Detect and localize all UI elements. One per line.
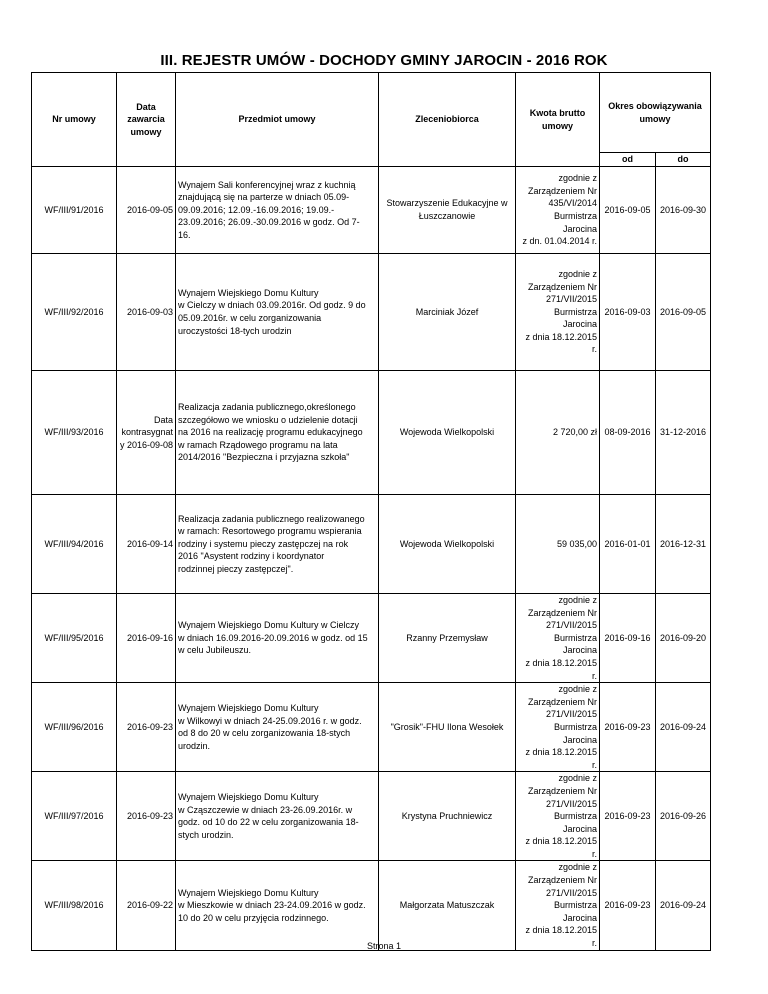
cell-kwota: zgodnie z Zarządzeniem Nr 271/VII/2015 Burmistrza Jarocina z dnia 18.12.2015 r. bbox=[516, 683, 600, 772]
cell-zleceniobiorca: Marciniak Józef bbox=[379, 254, 516, 371]
cell-do: 31-12-2016 bbox=[656, 371, 711, 495]
cell-data: 2016-09-16 bbox=[117, 594, 176, 683]
cell-przedmiot: Realizacja zadania publicznego,określonego szczegółowo we wniosku o udzielenie dotacji na 2016 na realizację programu edukacyjnego w ramach Rządowego programu na lata 2014/2016 "Bezpieczna i przyjazna szkoła" bbox=[176, 371, 379, 495]
cell-data: Data kontrasygnat y 2016-09-08 bbox=[117, 371, 176, 495]
cell-nr: WF/III/91/2016 bbox=[32, 167, 117, 254]
table-row bbox=[32, 254, 711, 371]
cell-nr: WF/III/92/2016 bbox=[32, 254, 117, 371]
page-title: III. REJESTR UMÓW - DOCHODY GMINY JAROCIN - 2016 ROK bbox=[160, 52, 608, 69]
cell-przedmiot: Wynajem Wiejskiego Domu Kultury w Mieszkowie w dniach 23-24.09.2016 w godz. 10 do 20 w celu przyjęcia rodzinnego. bbox=[176, 861, 379, 950]
cell-data: 2016-09-23 bbox=[117, 683, 176, 772]
cell-do: 2016-12-31 bbox=[656, 495, 711, 594]
cell-nr: WF/III/95/2016 bbox=[32, 594, 117, 683]
table-row bbox=[32, 683, 711, 772]
cell-od: 2016-09-23 bbox=[600, 772, 656, 861]
cell-kwota: zgodnie z Zarządzeniem Nr 271/VII/2015 Burmistrza Jarocina z dnia 18.12.2015 r. bbox=[516, 254, 600, 371]
cell-przedmiot: Wynajem Wiejskiego Domu Kultury w Wilkowyi w dniach 24-25.09.2016 r. w godz. od 8 do 20 w celu zorganizowania 18-stych urodzin. bbox=[176, 683, 379, 772]
cell-kwota: zgodnie z Zarządzeniem Nr 271/VII/2015 Burmistrza Jarocina z dnia 18.12.2015 r. bbox=[516, 772, 600, 861]
header-data: Data zawarcia umowy bbox=[117, 73, 176, 167]
cell-od: 2016-09-03 bbox=[600, 254, 656, 371]
header-zleceniobiorca: Zleceniobiorca bbox=[379, 73, 516, 167]
cell-nr: WF/III/94/2016 bbox=[32, 495, 117, 594]
cell-data: 2016-09-14 bbox=[117, 495, 176, 594]
table-row bbox=[32, 371, 711, 495]
cell-do: 2016-09-05 bbox=[656, 254, 711, 371]
cell-kwota: zgodnie z Zarządzeniem Nr 271/VII/2015 Burmistrza Jarocina z dnia 18.12.2015 r. bbox=[516, 594, 600, 683]
cell-od: 2016-09-16 bbox=[600, 594, 656, 683]
cell-data: 2016-09-23 bbox=[117, 772, 176, 861]
cell-zleceniobiorca: Wojewoda Wielkopolski bbox=[379, 371, 516, 495]
cell-nr: WF/III/96/2016 bbox=[32, 683, 117, 772]
cell-do: 2016-09-26 bbox=[656, 772, 711, 861]
cell-od: 2016-09-23 bbox=[600, 683, 656, 772]
cell-data: 2016-09-03 bbox=[117, 254, 176, 371]
cell-przedmiot: Wynajem Wiejskiego Domu Kultury w Cielczy w dniach 16.09.2016-20.09.2016 w godz. od 15 w celu Jubileuszu. bbox=[176, 594, 379, 683]
header-okres: Okres obowiązywania umowy bbox=[600, 73, 711, 153]
cell-przedmiot: Wynajem Sali konferencyjnej wraz z kuchnią znajdującą się na parterze w dniach 05.09- 09.09.2016; 12.09.-16.09.2016; 19.09.- 23.09.2016; 26.09.-30.09.2016 w godz. Od 7- 16. bbox=[176, 167, 379, 254]
cell-od: 2016-01-01 bbox=[600, 495, 656, 594]
cell-do: 2016-09-30 bbox=[656, 167, 711, 254]
cell-przedmiot: Wynajem Wiejskiego Domu Kultury w Cielczy w dniach 03.09.2016r. Od godz. 9 do 05.09.2016r. w celu zorganizowania uroczystości 18-tych urodzin bbox=[176, 254, 379, 371]
cell-zleceniobiorca: Rzanny Przemysław bbox=[379, 594, 516, 683]
cell-zleceniobiorca: Wojewoda Wielkopolski bbox=[379, 495, 516, 594]
cell-data: 2016-09-22 bbox=[117, 861, 176, 950]
cell-zleceniobiorca: Małgorzata Matuszczak bbox=[379, 861, 516, 950]
cell-kwota: zgodnie z Zarządzeniem Nr 435/VI/2014 Burmistrza Jarocina z dn. 01.04.2014 r. bbox=[516, 167, 600, 254]
cell-do: 2016-09-20 bbox=[656, 594, 711, 683]
table-row bbox=[32, 495, 711, 594]
header-do: do bbox=[656, 153, 711, 167]
cell-od: 2016-09-05 bbox=[600, 167, 656, 254]
table-row bbox=[32, 861, 711, 950]
cell-kwota: 59 035,00 bbox=[516, 495, 600, 594]
cell-zleceniobiorca: "Grosik"-FHU Ilona Wesołek bbox=[379, 683, 516, 772]
cell-od: 2016-09-23 bbox=[600, 861, 656, 950]
cell-zleceniobiorca: Stowarzyszenie Edukacyjne w Łuszczanowie bbox=[379, 167, 516, 254]
cell-do: 2016-09-24 bbox=[656, 861, 711, 950]
cell-do: 2016-09-24 bbox=[656, 683, 711, 772]
page-footer: Strona 1 bbox=[366, 941, 402, 951]
header-od: od bbox=[600, 153, 656, 167]
cell-data: 2016-09-05 bbox=[117, 167, 176, 254]
cell-nr: WF/III/98/2016 bbox=[32, 861, 117, 950]
contracts-table bbox=[31, 72, 711, 951]
cell-przedmiot: Wynajem Wiejskiego Domu Kultury w Cząszczewie w dniach 23-26.09.2016r. w godz. od 10 do 22 w celu zorganizowania 18- stych urodzin. bbox=[176, 772, 379, 861]
header-nr: Nr umowy bbox=[32, 73, 117, 167]
cell-kwota: 2 720,00 zł bbox=[516, 371, 600, 495]
table-row bbox=[32, 772, 711, 861]
header-row bbox=[32, 73, 711, 153]
cell-przedmiot: Realizacja zadania publicznego realizowanego w ramach: Resortowego programu wspierania rodziny i systemu pieczy zastępczej na rok 2016 "Asystent rodziny i koordynator rodzinnej pieczy zastępczej". bbox=[176, 495, 379, 594]
cell-kwota: zgodnie z Zarządzeniem Nr 271/VII/2015 Burmistrza Jarocina z dnia 18.12.2015 r. bbox=[516, 861, 600, 950]
header-przedmiot: Przedmiot umowy bbox=[176, 73, 379, 167]
header-kwota: Kwota brutto umowy bbox=[516, 73, 600, 167]
cell-nr: WF/III/97/2016 bbox=[32, 772, 117, 861]
cell-od: 08-09-2016 bbox=[600, 371, 656, 495]
table-row bbox=[32, 167, 711, 254]
cell-nr: WF/III/93/2016 bbox=[32, 371, 117, 495]
table-row bbox=[32, 594, 711, 683]
cell-zleceniobiorca: Krystyna Pruchniewicz bbox=[379, 772, 516, 861]
